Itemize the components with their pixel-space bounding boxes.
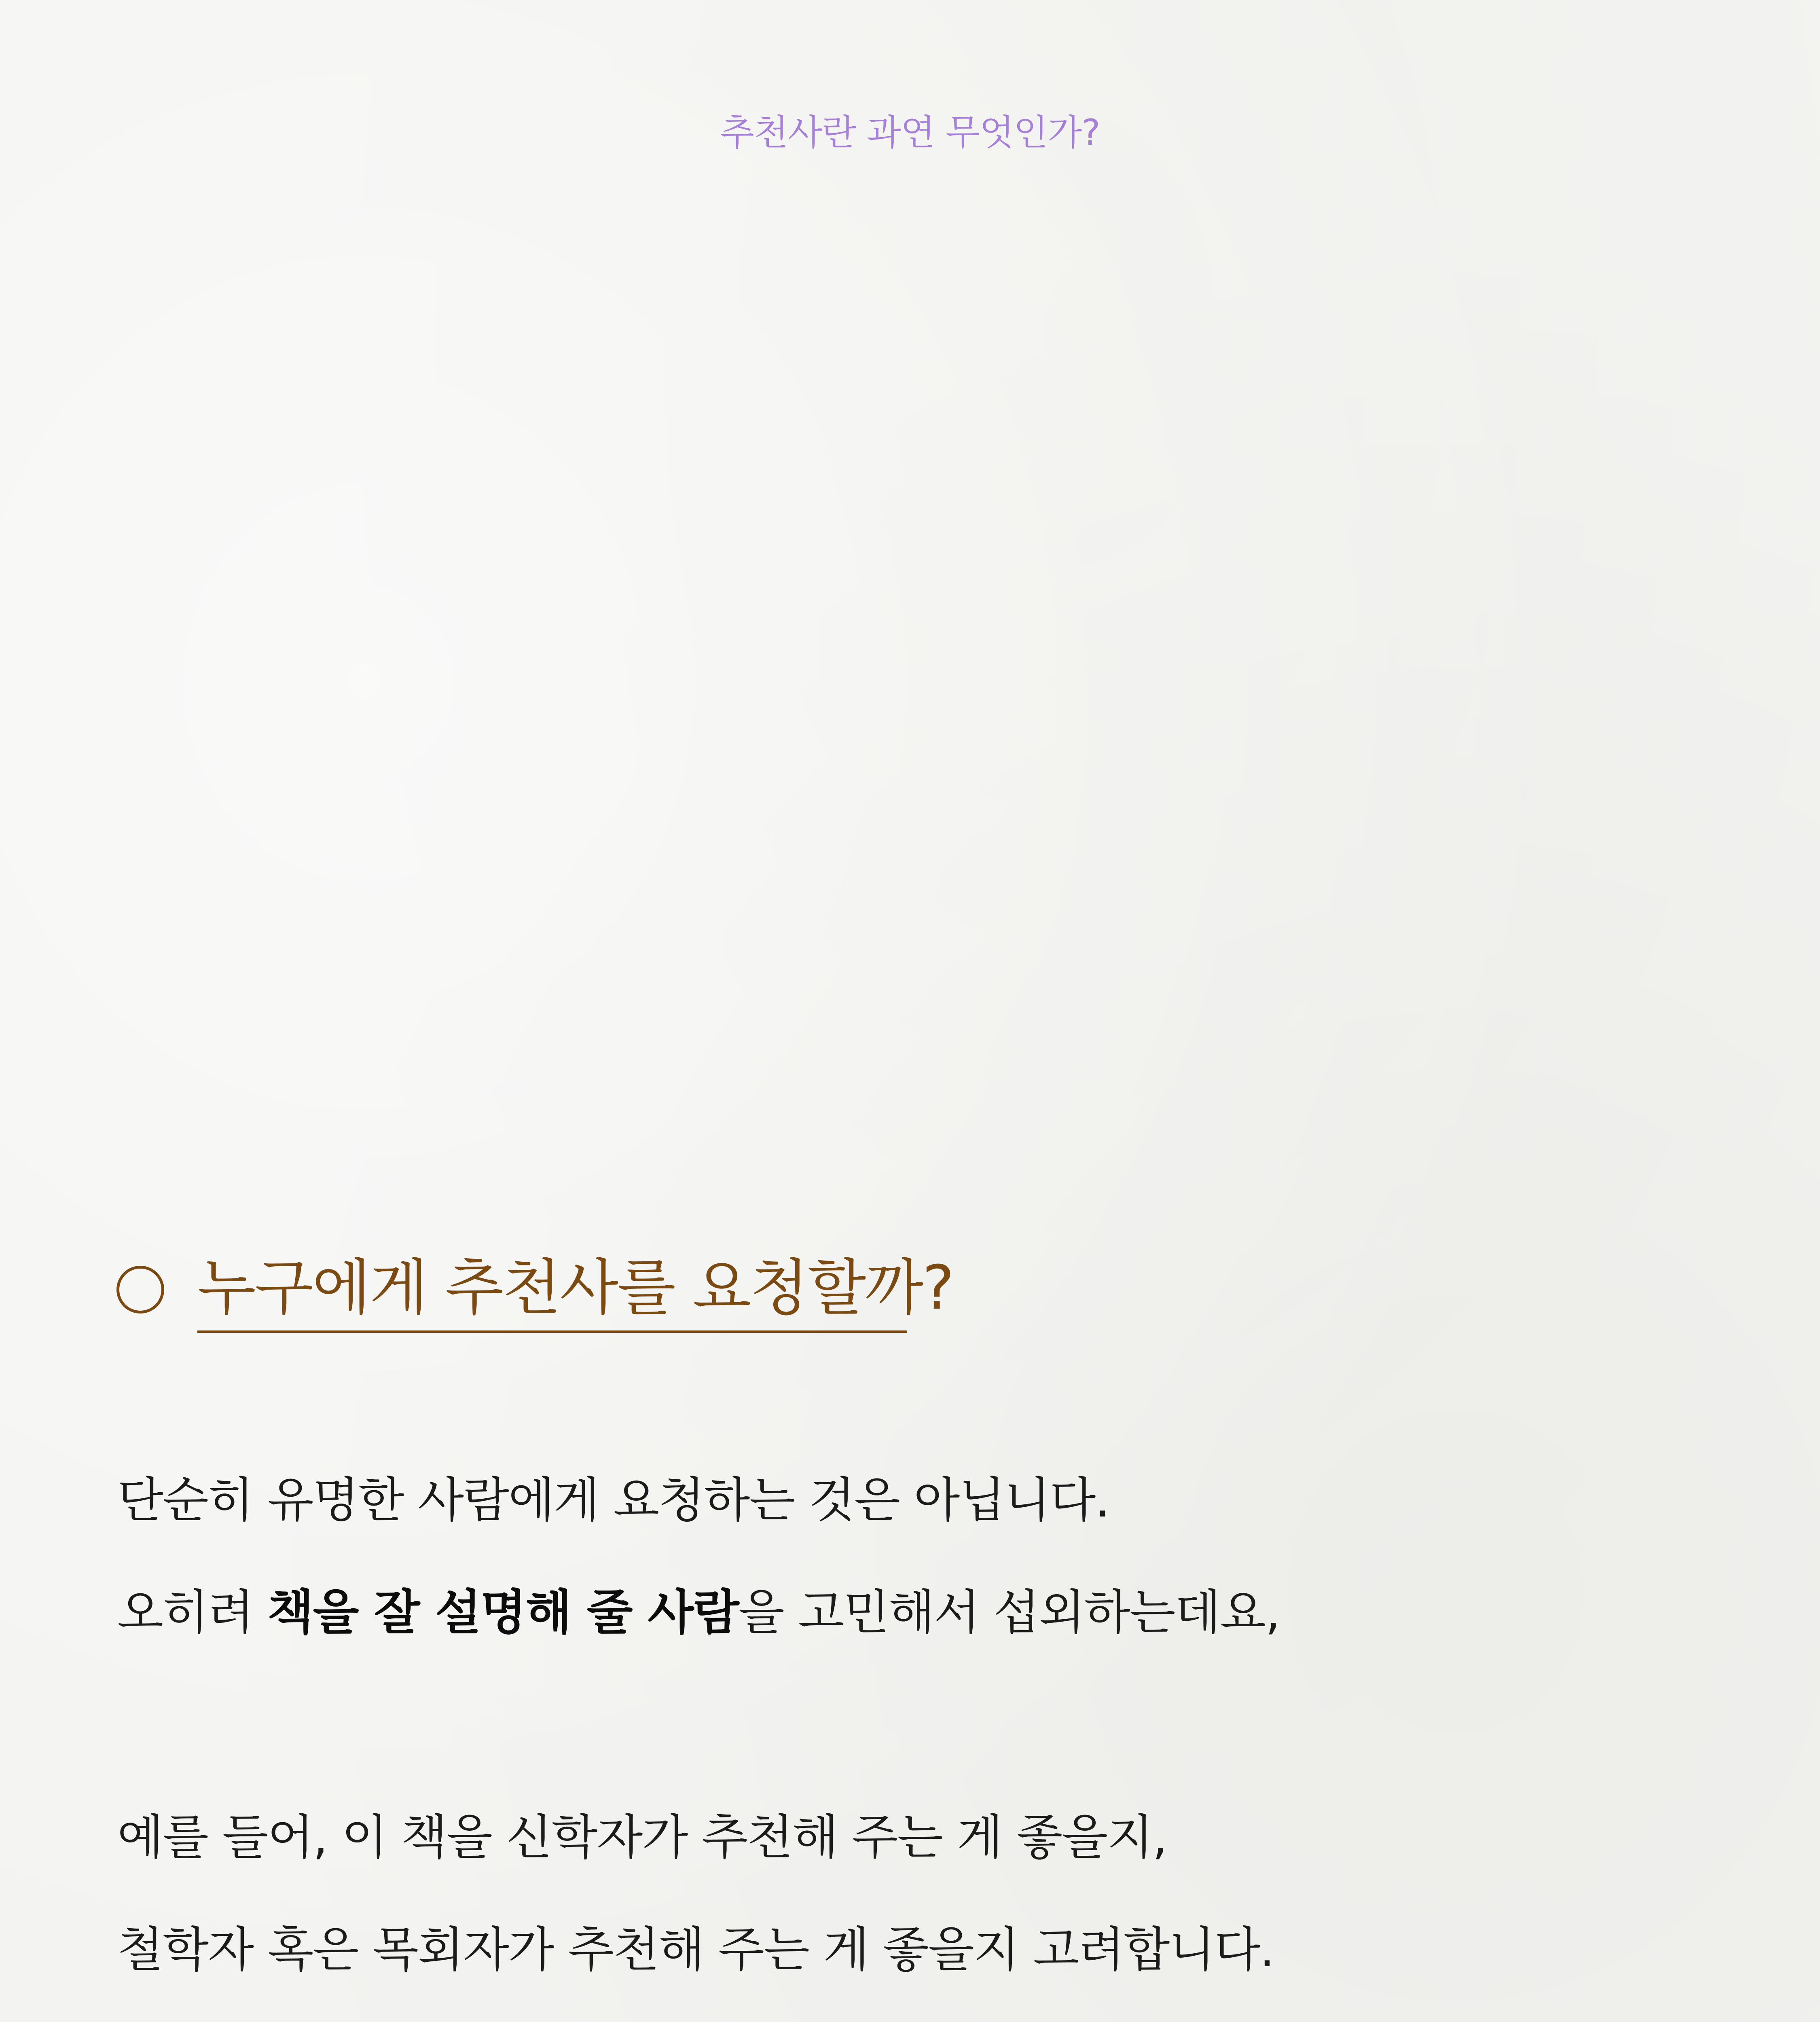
- text-segment: 을 고민해서 섭외하는데요,: [738, 1584, 1280, 1640]
- circle-icon: [116, 1266, 164, 1313]
- page-header-title: 추천사란 과연 무엇인가?: [720, 112, 1100, 153]
- paragraph-2-line-2: 철학자 혹은 목회자가 추천해 주는 게 좋을지 고려합니다.: [117, 1922, 1274, 1978]
- paragraph-spacer: [117, 1669, 1695, 1781]
- emphasis-text: 책을 잘 설명해 줄 사람: [267, 1584, 739, 1640]
- section-heading-text: 누구에게 추천사를 요청할까?: [197, 1253, 953, 1323]
- paragraph-2-line-1: 예를 들어, 이 책을 신학자가 추천해 주는 게 좋을지,: [117, 1809, 1167, 1865]
- body-text: [117, 1444, 1695, 2022]
- paragraph-1-line-1: 단순히 유명한 사람에게 요청하는 것은 아닙니다.: [117, 1472, 1109, 1528]
- paragraph-2-line-3: [117, 2006, 1695, 2022]
- heading-underline: [197, 1330, 907, 1333]
- paragraph-1-line-2: [117, 1556, 1695, 1669]
- text-segment: 오히려: [117, 1584, 268, 1640]
